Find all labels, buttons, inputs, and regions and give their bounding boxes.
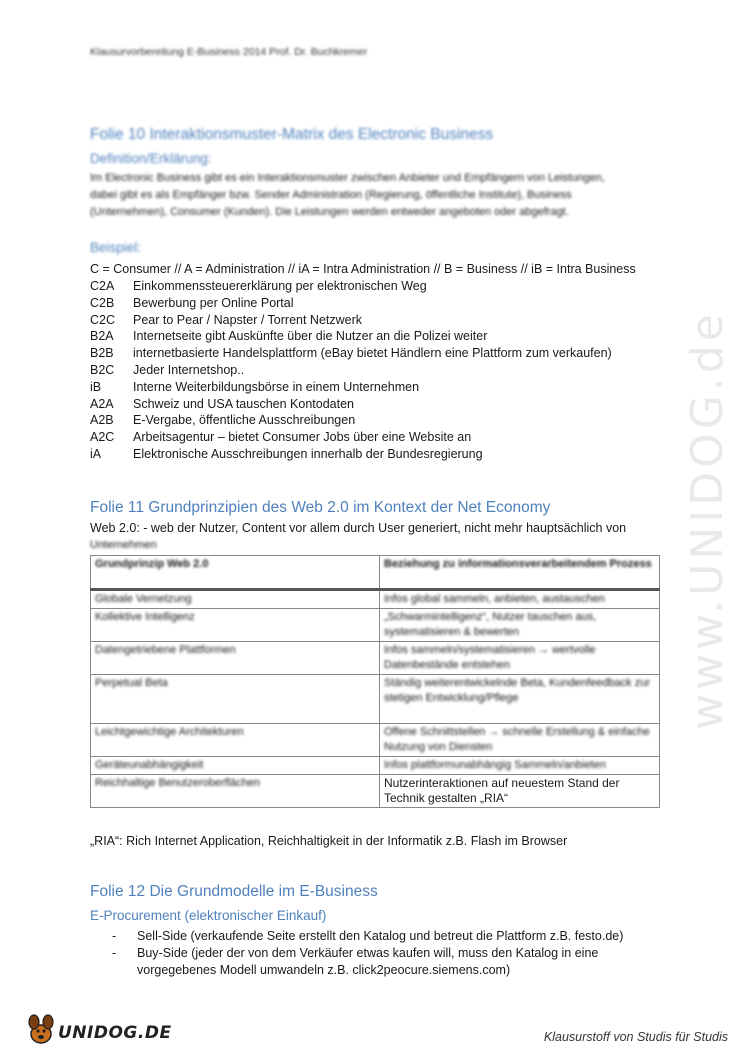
interaction-text: Bewerbung per Online Portal [133,295,294,310]
bullet-dash: - [112,929,117,943]
bullet-text: Buy-Side (jeder der von dem Verkäufer etwas kaufen will, muss den Katalog in eine [137,946,599,960]
list-item [90,412,612,429]
web20-intro-line1: Web 2.0: - web der Nutzer, Content vor allem durch User generiert, nicht mehr hauptsächlich von [90,521,627,535]
table-header-row [91,556,660,590]
table-row [91,675,660,724]
table-cell: Infos global sammeln, anbieten, austauschen [380,590,660,609]
interaction-code: iA [90,446,102,461]
table-cell: Geräteunabhängigkeit [91,757,380,775]
table-header-cell: Grundprinzip Web 2.0 [91,556,380,590]
bullet-text: Sell-Side (verkaufende Seite erstellt den Katalog und betreut die Plattform z.B. festo.de) [137,929,624,943]
page-header: Klausurvorbereitung E-Business 2014 Prof. Dr. Buchkremer [90,46,368,58]
interaction-code: B2B [90,346,114,361]
list-item [90,328,612,345]
bullet-text-continuation: vorgegebenes Modell umwandeln z.B. click2peocure.siemens.com) [137,963,511,977]
abbreviation-legend: C = Consumer // A = Administration // iA = Intra Administration // B = Business // iB = Intra Business [90,262,636,276]
section-10-title: Folie 10 Interaktionsmuster-Matrix des Electronic Business [90,126,494,143]
interaction-text: Jeder Internetshop.. [133,362,245,377]
section-12-title: Folie 12 Die Grundmodelle im E-Business [90,883,378,900]
interaction-text: Einkommenssteuererklärung per elektronischen Weg [133,279,427,293]
list-item [90,312,612,329]
table-row [91,642,660,675]
table-cell: Perpetual Beta [91,675,380,724]
table-cell: Datengetriebene Plattformen [91,642,380,675]
watermark-text: www.UNIDOG.de [682,310,733,730]
interaction-code: B2A [90,329,114,344]
interaction-text: Pear to Pear / Napster / Torrent Netzwerk [133,312,363,327]
interaction-code: B2C [90,362,115,377]
table-cell: Nutzerinteraktionen auf neuestem Stand der Technik gestalten „RIA“ [380,775,660,808]
interaction-code: C2B [90,295,115,310]
list-item [90,345,612,362]
table-cell: Infos sammeln/systematisieren → wertvolle Datenbestände entstehen [380,642,660,675]
table-header-cell: Beziehung zu informationsverarbeitendem Prozess [380,556,660,590]
footer-slogan: Klausurstoff von Studis für Studis [543,1030,728,1044]
definition-heading: Definition/Erklärung: [90,151,212,166]
logo-wordmark: UNIDOG.DE [58,1023,172,1043]
table-cell: Ständig weiterentwickelnde Beta, Kundenfeedback zur stetigen Entwicklung/Pflege [380,675,660,724]
e-procurement-subtitle: E-Procurement (elektronischer Einkauf) [90,908,327,923]
interaction-text: Internetseite gibt Auskünfte über die Nutzer an die Polizei weiter [133,329,488,344]
interaction-text: internetbasierte Handelsplattform (eBay bietet Händlern eine Plattform zum verkaufen) [133,346,612,361]
ria-note: „RIA“: Rich Internet Application, Reichhaltigkeit in der Informatik z.B. Flash im Browser [90,834,568,848]
table-cell: Reichhaltige Benutzeroberflächen [91,775,380,808]
dog-logo-icon [24,1012,58,1046]
table-row [91,757,660,775]
interaction-code: iB [90,379,102,394]
table-cell: Globale Vernetzung [91,590,380,609]
web20-table [90,555,660,808]
interaction-text: Arbeitsagentur – bietet Consumer Jobs über eine Website an [133,430,472,445]
list-item [90,429,612,446]
list-item [90,362,612,379]
list-item [90,295,612,312]
list-item [90,396,612,413]
bullet-dash: - [112,946,117,960]
table-row [91,775,660,808]
list-item [90,945,650,962]
interaction-text: Schweiz und USA tauschen Kontodaten [133,396,354,411]
example-heading: Beispiel: [90,240,142,255]
interaction-code: A2C [90,430,115,445]
table-row [91,724,660,757]
table-cell: Infos plattformunabhängig Sammeln/anbieten [380,757,660,775]
interaction-list [90,278,612,463]
interaction-code: A2B [90,413,114,428]
table-cell: Offene Schnittstellen → schnelle Erstellung & einfache Nutzung von Diensten [380,724,660,757]
interaction-text: Elektronische Ausschreibungen innerhalb der Bundesregierung [133,446,483,461]
table-row [91,590,660,609]
table-cell: Leichtgewichtige Architekturen [91,724,380,757]
list-item [90,379,612,396]
interaction-code: C2C [90,312,116,327]
table-cell: „Schwarmintelligenz“, Nutzer tauschen aus, systematisieren & bewerten [380,609,660,642]
section-11-title: Folie 11 Grundprinzipien des Web 2.0 im Kontext der Net Economy [90,499,551,516]
table-row [91,609,660,642]
definition-text: Im Electronic Business gibt es ein Interaktionsmuster zwischen Anbieter und Empfängern von Leistungen, dabei gibt es als Empfänger bzw. Sender Administration (Regierung, öffentliche Institute), Business (Unternehmen), Consumer (Kunden). Die Leistungen werden entweder angeboten oder abgefragt. [90,172,605,218]
interaction-text: Interne Weiterbildungsbörse in einem Unternehmen [133,379,420,394]
list-item-continuation [90,962,650,979]
interaction-code: A2A [90,396,114,411]
list-item [90,446,612,463]
procurement-list [90,928,650,979]
web20-intro-line2: Unternehmen [90,539,157,551]
interaction-text: E-Vergabe, öffentliche Ausschreibungen [133,413,356,428]
list-item [90,928,650,945]
list-item [90,278,612,295]
table-cell: Kollektive Intelligenz [91,609,380,642]
interaction-code: C2A [90,279,115,293]
